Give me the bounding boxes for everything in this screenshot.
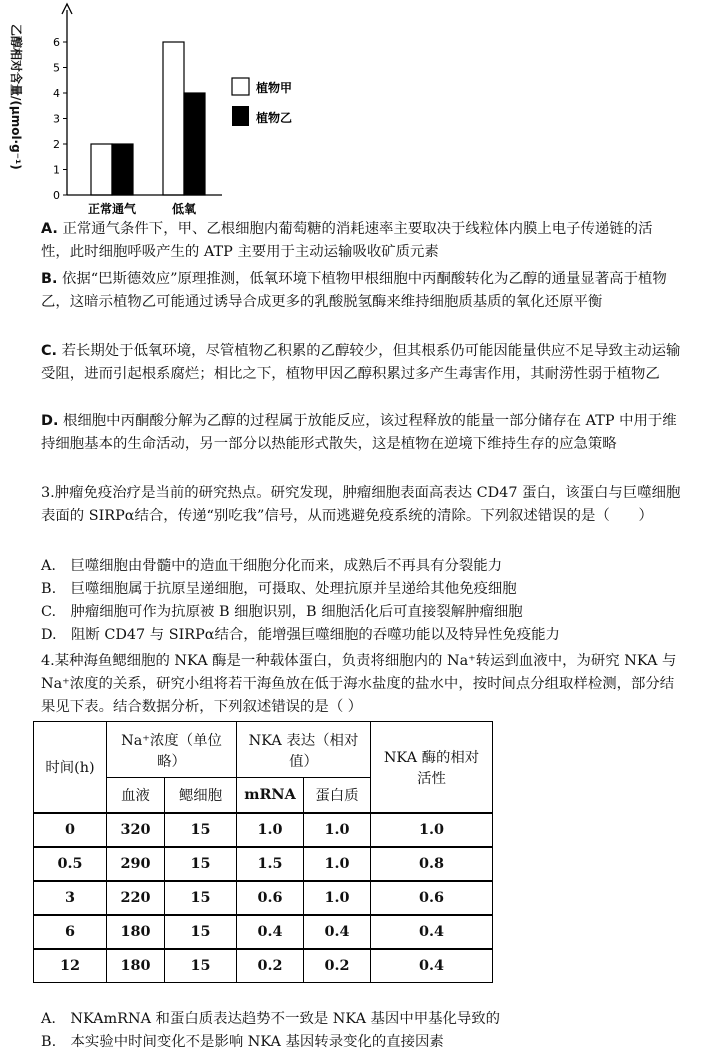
q3-stem xyxy=(41,482,681,528)
table-cell: 1.0 xyxy=(304,847,371,881)
q3-option-b: B. 巨噬细胞属于抗原呈递细胞，可摄取、处理抗原并呈递给其他免疫细胞 xyxy=(41,581,517,597)
table-row xyxy=(34,915,493,949)
y-axis-label: 乙醇相对含量/(μmol·g⁻¹) xyxy=(9,24,23,170)
legend-swatch-plant-a xyxy=(232,78,249,95)
header-nka-activity: NKA 酶的相对活性 xyxy=(371,722,493,813)
table-cell: 0.6 xyxy=(237,881,304,915)
nka-data-table xyxy=(33,721,493,983)
table-cell: 15 xyxy=(165,915,237,949)
table-cell: 220 xyxy=(107,881,165,915)
y-ticks xyxy=(53,36,67,202)
table-cell: 0.8 xyxy=(371,847,493,881)
bar xyxy=(112,144,133,195)
q3-option-c: C. 肿瘤细胞可作为抗原被 B 细胞识别，B 细胞活化后可直接裂解肿瘤细胞 xyxy=(41,604,523,620)
table-cell: 0.4 xyxy=(304,915,371,949)
x-category-label: 低氧 xyxy=(171,202,197,216)
option-text: 依据“巴斯德效应”原理推测，低氧环境下植物甲根细胞中丙酮酸转化为乙醇的通量显著高于植物乙，这暗示植物乙可能通过诱导合成更多的乳酸脱氢酶来维持细胞质基质的氧化还原平衡 xyxy=(41,271,667,310)
bars xyxy=(91,42,205,195)
q2-option-d xyxy=(41,410,681,456)
q2-option-c xyxy=(41,340,681,386)
q3-option-d: D. 阻断 CD47 与 SIRPα结合，能增强巨噬细胞的吞噬功能以及特异性免疫能力 xyxy=(41,627,560,643)
ethanol-bar-chart xyxy=(0,0,320,220)
table-row xyxy=(34,847,493,881)
y-tick-label: 2 xyxy=(53,138,60,151)
table-cell: 0.6 xyxy=(371,881,493,915)
table-cell: 0.4 xyxy=(371,915,493,949)
option-text: 正常通气条件下，甲、乙根细胞内葡萄糖的消耗速率主要取决于线粒体内膜上电子传递链的活性，此时细胞呼吸产生的 ATP 主要用于主动运输吸收矿质元素 xyxy=(41,221,653,260)
option-label: A. xyxy=(41,221,58,237)
table-cell: 3 xyxy=(34,881,107,915)
table-cell: 1.5 xyxy=(237,847,304,881)
q4-option-a: A. NKAmRNA 和蛋白质表达趋势不一致是 NKA 基因中甲基化导致的 xyxy=(41,1011,501,1027)
y-tick-label: 4 xyxy=(53,87,60,100)
subheader-mrna: mRNA xyxy=(237,778,304,813)
option-label: D. xyxy=(41,413,59,429)
question-stem: 3.肿瘤免疫治疗是当前的研究热点。研究发现，肿瘤细胞表面高表达 CD47 蛋白，该蛋白与巨噬细胞表面的 SIRPα结合，传递“别吃我”信号，从而逃避免疫系统的清除。下列叙述错误的是（ ） xyxy=(41,485,681,524)
table-cell: 320 xyxy=(107,813,165,847)
table-cell: 15 xyxy=(165,813,237,847)
table-row xyxy=(34,949,493,983)
legend-swatch-plant-b xyxy=(232,106,249,126)
question-stem: 4.某种海鱼鳃细胞的 NKA 酶是一种载体蛋白，负责将细胞内的 Na⁺转运到血液中，为研究 NKA 与 Na⁺浓度的关系，研究小组将若干海鱼放在低于海水盐度的盐水中，按时间点分组取样检测，部分结果见下表。结合数据分析，下列叙述错误的是（ ） xyxy=(41,653,677,715)
table-cell: 180 xyxy=(107,949,165,983)
q2-option-b xyxy=(41,268,681,314)
q2-option-a xyxy=(41,218,681,264)
y-tick-label: 3 xyxy=(53,112,60,126)
table-cell: 0.4 xyxy=(237,915,304,949)
table-cell: 180 xyxy=(107,915,165,949)
subheader-protein: 蛋白质 xyxy=(304,778,371,813)
bar xyxy=(91,144,112,195)
q4-options xyxy=(41,1008,681,1054)
table-cell: 15 xyxy=(165,881,237,915)
table-row xyxy=(34,813,493,847)
option-text: 若长期处于低氧环境，尽管植物乙积累的乙醇较少，但其根系仍可能因能量供应不足导致主动运输受阻，进而引起根系腐烂；相比之下，植物甲因乙醇积累过多产生毒害作用，其耐涝性弱于植物乙 xyxy=(41,343,681,382)
table-cell: 0.4 xyxy=(371,949,493,983)
subheader-gill-cell: 鳃细胞 xyxy=(165,778,237,813)
option-label: B. xyxy=(41,271,58,287)
table-cell: 0.2 xyxy=(237,949,304,983)
q3-options xyxy=(41,555,681,647)
q4-option-b: B. 本实验中时间变化不是影响 NKA 基因转录变化的直接因素 xyxy=(41,1034,444,1050)
table-cell: 0.5 xyxy=(34,847,107,881)
table-cell: 15 xyxy=(165,847,237,881)
table-cell: 6 xyxy=(34,915,107,949)
table-cell: 290 xyxy=(107,847,165,881)
table-cell: 15 xyxy=(165,949,237,983)
table-row xyxy=(34,881,493,915)
table-cell: 0.2 xyxy=(304,949,371,983)
bar xyxy=(184,93,205,195)
table-cell: 1.0 xyxy=(304,881,371,915)
table-cell: 1.0 xyxy=(237,813,304,847)
table-cell: 1.0 xyxy=(371,813,493,847)
table-cell: 0 xyxy=(34,813,107,847)
q4-stem xyxy=(41,650,681,719)
option-text: 根细胞中丙酮酸分解为乙醇的过程属于放能反应，该过程释放的能量一部分储存在 ATP 中用于维持细胞基本的生命活动，另一部分以热能形式散失，这是植物在逆境下维持生存的应急策略 xyxy=(41,413,677,452)
header-nka-expression: NKA 表达（相对值） xyxy=(237,722,371,778)
legend-label: 植物甲 xyxy=(256,81,293,95)
y-tick-label: 1 xyxy=(53,163,60,177)
y-tick-label: 5 xyxy=(53,61,60,75)
table-cell: 12 xyxy=(34,949,107,983)
table-cell: 1.0 xyxy=(304,813,371,847)
option-label: C. xyxy=(41,343,58,359)
legend-label: 植物乙 xyxy=(256,111,293,125)
header-time: 时间(h) xyxy=(34,722,107,813)
header-na-concentration: Na⁺浓度（单位略） xyxy=(107,722,237,778)
subheader-blood: 血液 xyxy=(107,778,165,813)
y-tick-label: 0 xyxy=(53,189,60,202)
y-tick-label: 6 xyxy=(53,36,60,49)
bar xyxy=(163,42,184,195)
q3-option-a: A. 巨噬细胞由骨髓中的造血干细胞分化而来，成熟后不再具有分裂能力 xyxy=(41,558,503,574)
x-category-label: 正常通气 xyxy=(87,202,137,216)
